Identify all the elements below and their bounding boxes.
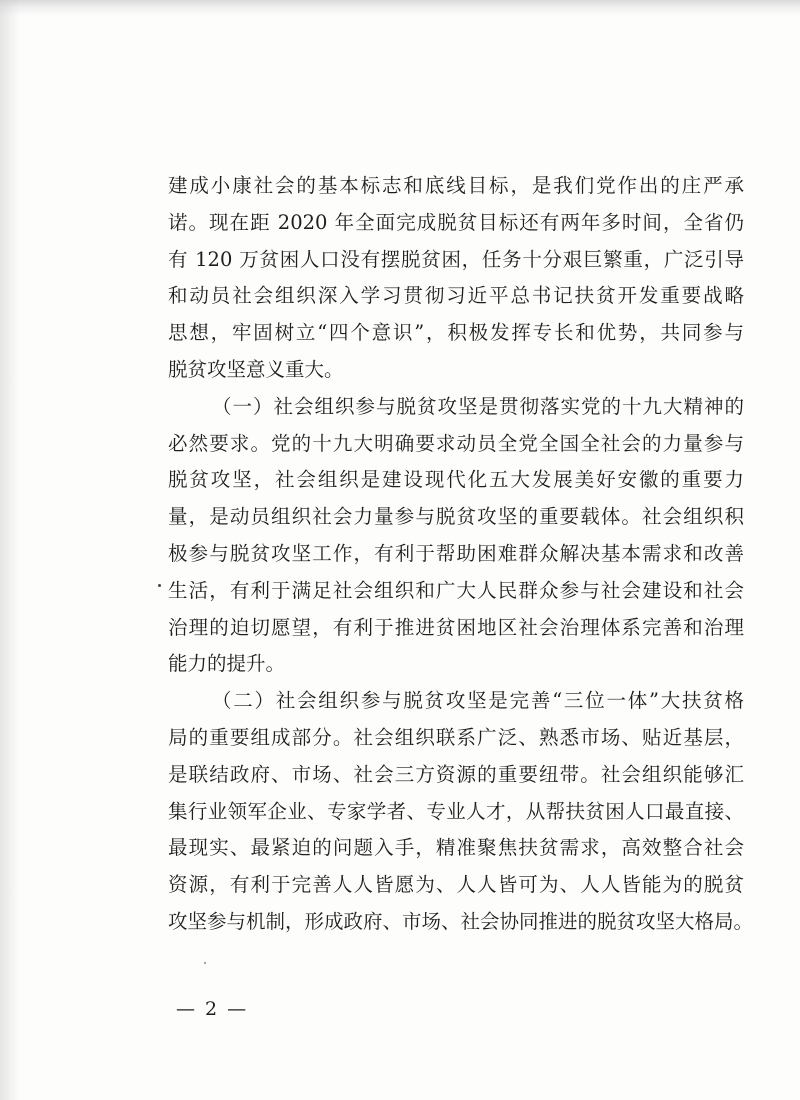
text-line: 局的重要组成部分。社会组织联系广泛、熟悉市场、贴近基层， — [168, 725, 744, 749]
text-line: 是联结政府、市场、社会三方资源的重要纽带。社会组织能够汇 — [168, 762, 744, 786]
section-heading-line: （一）社会组织参与脱贫攻坚是贯彻落实党的十九大精神的 — [212, 394, 744, 418]
text-line: 思想，牢固树立“四个意识”，积极发挥专长和优势，共同参与 — [168, 321, 744, 345]
text-line: 脱贫攻坚意义重大。 — [168, 357, 344, 381]
scan-speck — [158, 584, 161, 587]
scan-top-shadow — [0, 0, 800, 16]
text-line: 生活，有利于满足社会组织和广大人民群众参与社会建设和社会 — [168, 578, 744, 602]
scan-speck — [204, 962, 206, 964]
text-line: 最现实、最紧迫的问题入手，精准聚焦扶贫需求，高效整合社会 — [168, 836, 744, 860]
document-body — [168, 168, 754, 941]
text-line: 诺。现在距 2020 年全面完成脱贫目标还有两年多时间，全省仍 — [168, 210, 744, 234]
text-line: 有 120 万贫困人口没有摆脱贫困，任务十分艰巨繁重，广泛引导 — [168, 247, 744, 271]
section-heading-line: （二）社会组织参与脱贫攻坚是完善“三位一体”大扶贫格 — [212, 689, 744, 713]
scan-left-shadow — [0, 0, 20, 1100]
text-line: 资源，有利于完善人人皆愿为、人人皆可为、人人皆能为的脱贫 — [168, 873, 744, 897]
text-line: 建成小康社会的基本标志和底线目标，是我们党作出的庄严承 — [168, 174, 744, 197]
text-line: 极参与脱贫攻坚工作，有利于帮助困难群众解决基本需求和改善 — [168, 541, 744, 565]
text-line: 能力的提升。 — [168, 652, 286, 676]
text-line: 攻坚参与机制，形成政府、市场、社会协同推进的脱贫攻坚大格局。 — [168, 909, 754, 933]
page-number: — 2 — — [176, 998, 249, 1020]
text-line: 和动员社会组织深入学习贯彻习近平总书记扶贫开发重要战略 — [168, 284, 744, 308]
text-line: 集行业领军企业、专家学者、专业人才，从帮扶贫困人口最直接、 — [168, 799, 744, 823]
text-line: 脱贫攻坚，社会组织是建设现代化五大发展美好安徽的重要力 — [168, 468, 744, 492]
text-line: 治理的迫切愿望，有利于推进贫困地区社会治理体系完善和治理 — [168, 615, 744, 639]
text-line: 量，是动员组织社会力量参与脱贫攻坚的重要载体。社会组织积 — [168, 505, 744, 529]
text-line: 必然要求。党的十九大明确要求动员全党全国全社会的力量参与 — [168, 431, 744, 455]
